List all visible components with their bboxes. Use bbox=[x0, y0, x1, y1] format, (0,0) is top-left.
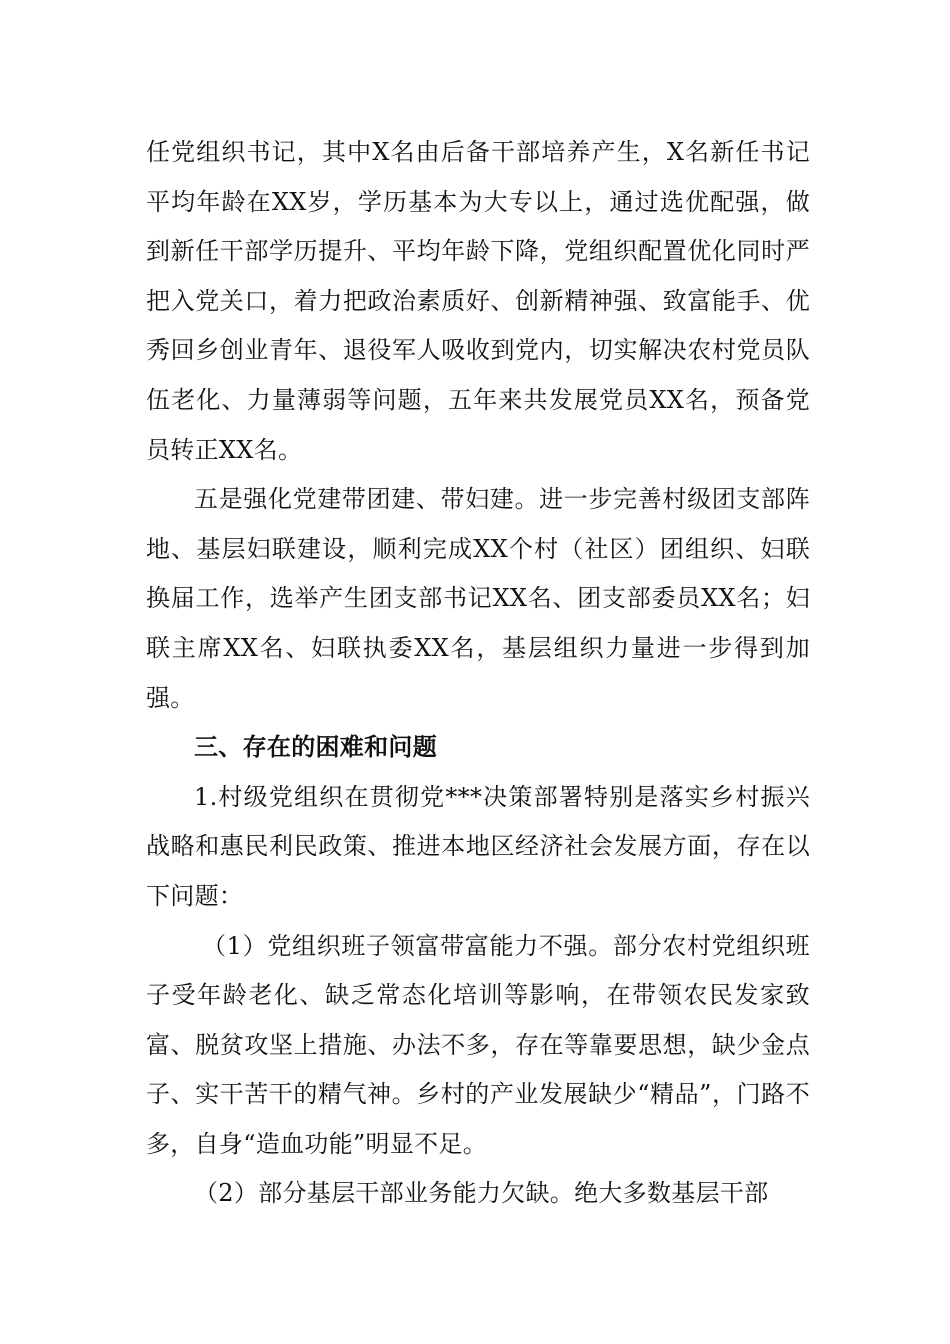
section-heading-problems: 三、存在的困难和问题 bbox=[194, 733, 437, 762]
paragraph-subitem-1: （1）党组织班子领富带富能力不强。部分农村党组织班子受年龄老化、缺乏常态化培训等影响，在带领农民发家致富、脱贫攻坚上措施、办法不多，存在等靠要思想，缺少金点子、实干苦干的精气神。乡村的产业发展缺少“精品”，门路不多，自身“造血功能”明显不足。 bbox=[146, 931, 810, 1158]
paragraph-subitem-2: （2）部分基层干部业务能力欠缺。绝大多数基层干部 bbox=[194, 1179, 769, 1208]
document-body bbox=[146, 128, 810, 1219]
paragraph-item-five: 五是强化党建带团建、带妇建。进一步完善村级团支部阵地、基层妇联建设，顺利完成XX个村（社区）团组织、妇联换届工作，选举产生团支部书记XX名、团支部委员XX名；妇联主席XX名、妇联执委XX名，基层组织力量进一步得到加强。 bbox=[146, 485, 810, 712]
paragraph-problem-1: 1.村级党组织在贯彻党***决策部署特别是落实乡村振兴战略和惠民利民政策、推进本地区经济社会发展方面，存在以下问题： bbox=[146, 782, 810, 910]
paragraph-continuation: 任党组织书记，其中X名由后备干部培养产生，X名新任书记平均年龄在XX岁，学历基本为大专以上，通过选优配强，做到新任干部学历提升、平均年龄下降，党组织配置优化同时严把入党关口，着力把政治素质好、创新精神强、致富能手、优秀回乡创业青年、退役军人吸收到党内，切实解决农村党员队伍老化、力量薄弱等问题，五年来共发展党员XX名，预备党员转正XX名。 bbox=[146, 138, 810, 464]
